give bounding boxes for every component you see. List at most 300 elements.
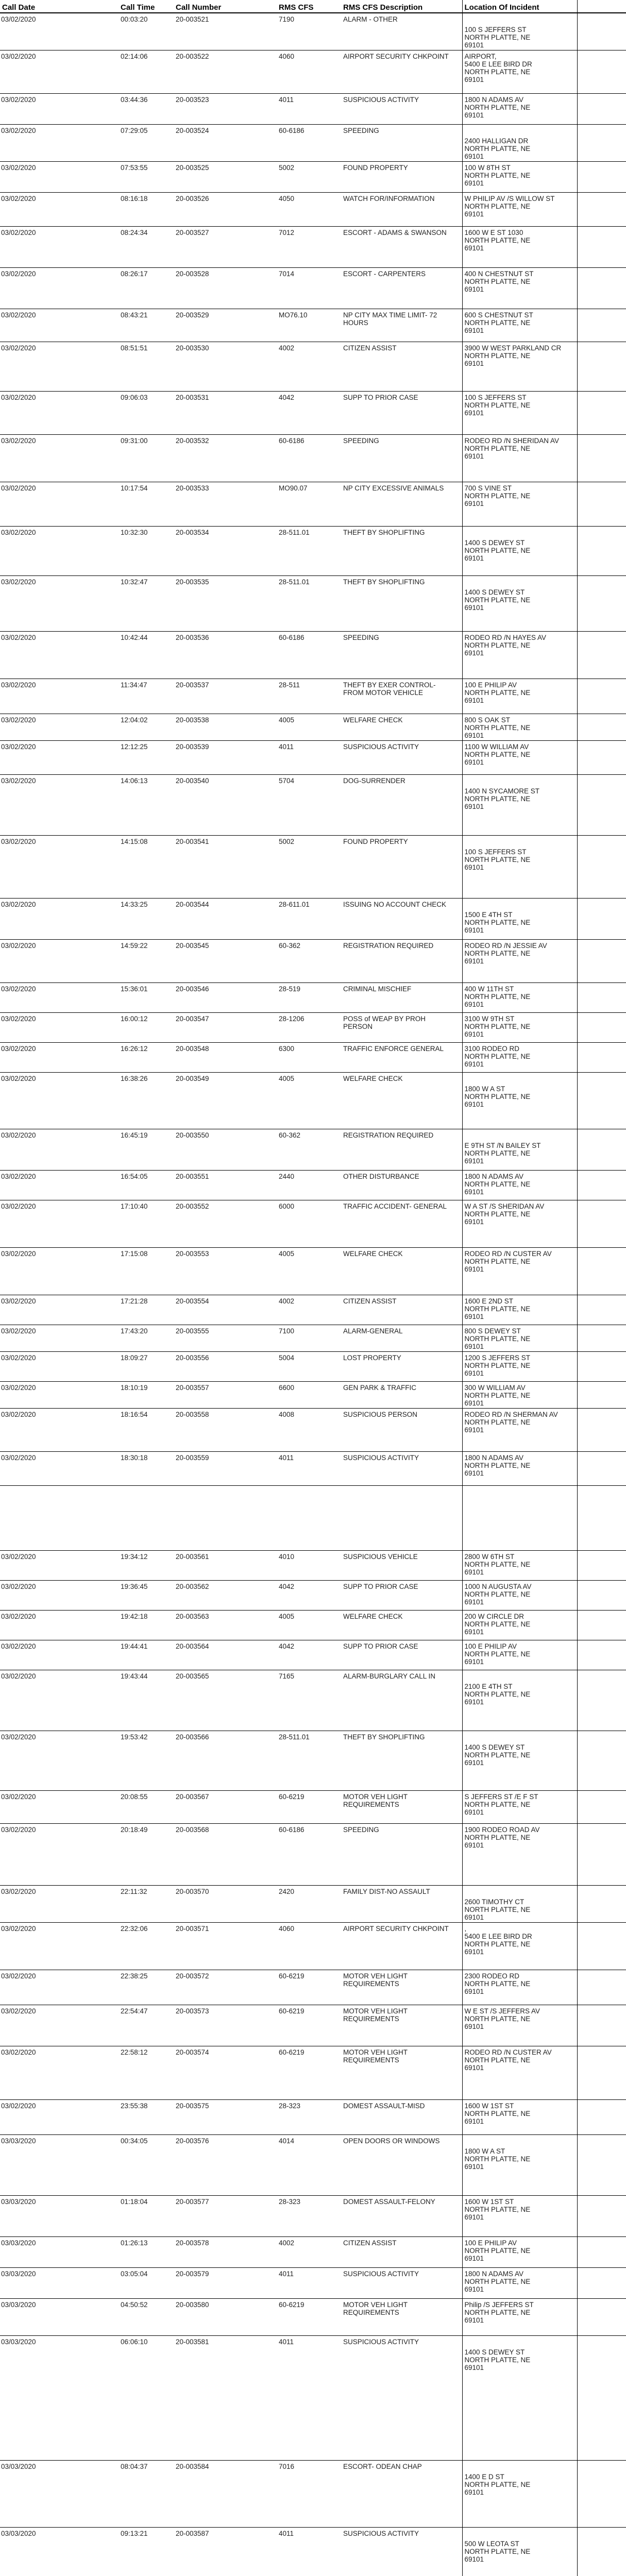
cell-rms-cfs-description: ALARM - OTHER xyxy=(341,13,462,50)
location-text: 2600 TIMOTHY CT NORTH PLATTE, NE 69101 xyxy=(464,1898,531,1921)
cell-rms-cfs-description: TRAFFIC ACCIDENT- GENERAL xyxy=(341,1200,462,1248)
cell-call-time: 08:24:34 xyxy=(119,227,174,268)
cell-rms-cfs-description: ESCORT- ODEAN CHAP xyxy=(341,2461,462,2528)
cell-blank xyxy=(577,2005,626,2046)
cell-rms-cfs-description: LOST PROPERTY xyxy=(341,1352,462,1382)
table-row xyxy=(0,1670,626,1731)
cell-rms-cfs: 4002 xyxy=(277,2237,341,2268)
cell-location xyxy=(462,1791,577,1824)
cell-call-number: 20-003572 xyxy=(174,1970,277,2005)
cell-blank xyxy=(577,2135,626,2196)
cell-call-date: 03/02/2020 xyxy=(0,193,119,227)
location-text: W PHILIP AV /S WILLOW ST NORTH PLATTE, NE 69101 xyxy=(464,195,555,218)
cell-blank xyxy=(577,2461,626,2528)
cell-call-time: 15:36:01 xyxy=(119,983,174,1013)
cell-rms-cfs: 28-1206 xyxy=(277,1013,341,1043)
cell-call-date: 03/02/2020 xyxy=(0,940,119,983)
cell-call-date: 03/02/2020 xyxy=(0,741,119,775)
location-text: 500 W LEOTA ST NORTH PLATTE, NE 69101 xyxy=(464,2540,531,2563)
cell-location xyxy=(462,2299,577,2336)
cell-call-time: 22:32:06 xyxy=(119,1923,174,1970)
cell-call-time: 19:42:18 xyxy=(119,1611,174,1640)
cell-blank xyxy=(577,1670,626,1731)
cell-rms-cfs: 4011 xyxy=(277,2528,341,2576)
cell-blank xyxy=(577,309,626,342)
cell-location xyxy=(462,13,577,50)
cell-location xyxy=(462,2100,577,2135)
cell-call-time: 17:21:28 xyxy=(119,1295,174,1325)
cell-rms-cfs: 4008 xyxy=(277,1409,341,1452)
table-row xyxy=(0,482,626,527)
cell-call-date: 03/02/2020 xyxy=(0,1640,119,1670)
cell-rms-cfs: 4011 xyxy=(277,741,341,775)
cell-call-number: 20-003576 xyxy=(174,2135,277,2196)
cell-call-number: 20-003555 xyxy=(174,1325,277,1352)
cell-call-date: 03/02/2020 xyxy=(0,482,119,527)
table-row xyxy=(0,741,626,775)
cell-rms-cfs-description: MOTOR VEH LIGHT REQUIREMENTS xyxy=(341,2005,462,2046)
cell-rms-cfs-description: REGISTRATION REQUIRED xyxy=(341,1129,462,1171)
cell-location xyxy=(462,1640,577,1670)
cell-call-date: 03/02/2020 xyxy=(0,50,119,94)
cell-blank xyxy=(577,1043,626,1073)
cell-call-time: 22:54:47 xyxy=(119,2005,174,2046)
table-row xyxy=(0,2268,626,2299)
cell-call-time: 20:08:55 xyxy=(119,1791,174,1824)
cell-rms-cfs-description: REGISTRATION REQUIRED xyxy=(341,940,462,983)
location-text: E 9TH ST /N BAILEY ST NORTH PLATTE, NE 69101 xyxy=(464,1142,541,1165)
cell-call-date: 03/03/2020 xyxy=(0,2336,119,2461)
table-row xyxy=(0,1382,626,1409)
cell-call-time: 11:34:47 xyxy=(119,679,174,714)
table-row xyxy=(0,1551,626,1581)
cell-rms-cfs-description: SUPP TO PRIOR CASE xyxy=(341,1581,462,1611)
cell-rms-cfs: 60-6219 xyxy=(277,1970,341,2005)
cell-rms-cfs-description: ALARM-BURGLARY CALL IN xyxy=(341,1670,462,1731)
cell-blank xyxy=(577,2528,626,2576)
cell-call-time: 14:06:13 xyxy=(119,775,174,836)
location-text: 1800 W A ST NORTH PLATTE, NE 69101 xyxy=(464,2147,531,2171)
cell-location xyxy=(462,1043,577,1073)
cell-rms-cfs-description: ESCORT - ADAMS & SWANSON xyxy=(341,227,462,268)
cell-rms-cfs-description: SUSPICIOUS ACTIVITY xyxy=(341,94,462,125)
cell-call-time: 16:26:12 xyxy=(119,1043,174,1073)
cell-rms-cfs-description: FOUND PROPERTY xyxy=(341,162,462,193)
location-text: 1400 S DEWEY ST NORTH PLATTE, NE 69101 xyxy=(464,2348,531,2371)
cell-rms-cfs-description: SPEEDING xyxy=(341,632,462,679)
cell-call-number: 20-003526 xyxy=(174,193,277,227)
cell-call-date: 03/03/2020 xyxy=(0,2268,119,2299)
table-row xyxy=(0,1581,626,1611)
col-header-call-date: Call Date xyxy=(0,0,119,13)
cell-rms-cfs-description: WATCH FOR/INFORMATION xyxy=(341,193,462,227)
cell-location xyxy=(462,1581,577,1611)
cell-call-number: 20-003580 xyxy=(174,2299,277,2336)
cell-location xyxy=(462,2135,577,2196)
cell-rms-cfs-description: AIRPORT SECURITY CHKPOINT xyxy=(341,1923,462,1970)
table-row xyxy=(0,940,626,983)
cell-call-date: 03/02/2020 xyxy=(0,576,119,632)
location-text: 100 S JEFFERS ST NORTH PLATTE, NE 69101 xyxy=(464,26,531,49)
cell-call-number: 20-003556 xyxy=(174,1352,277,1382)
cell-blank xyxy=(577,13,626,50)
cell-location xyxy=(462,1171,577,1200)
cell-rms-cfs: 7014 xyxy=(277,268,341,309)
cell-rms-cfs-description: THEFT BY SHOPLIFTING xyxy=(341,527,462,576)
location-text: 2400 HALLIGAN DR NORTH PLATTE, NE 69101 xyxy=(464,137,531,160)
cell-rms-cfs: 4010 xyxy=(277,1551,341,1581)
location-text: 100 W 8TH ST NORTH PLATTE, NE 69101 xyxy=(464,164,531,187)
cell-rms-cfs-description: CRIMINAL MISCHIEF xyxy=(341,983,462,1013)
cell-call-date: 03/03/2020 xyxy=(0,2299,119,2336)
cell-call-number: 20-003570 xyxy=(174,1886,277,1923)
cell-call-time: 02:14:06 xyxy=(119,50,174,94)
table-row xyxy=(0,13,626,50)
cell-call-date: 03/02/2020 xyxy=(0,1352,119,1382)
cell-call-time: 14:59:22 xyxy=(119,940,174,983)
cell-blank xyxy=(577,1640,626,1670)
cell-call-time: 19:43:44 xyxy=(119,1670,174,1731)
location-text: Philip /S JEFFERS ST NORTH PLATTE, NE 69101 xyxy=(464,2301,534,2324)
cell-rms-cfs-description: DOMEST ASSAULT-MISD xyxy=(341,2100,462,2135)
cell-blank xyxy=(577,632,626,679)
cell-location xyxy=(462,1970,577,2005)
cell-blank xyxy=(577,1013,626,1043)
cell-blank xyxy=(577,1551,626,1581)
cell-call-number: 20-003530 xyxy=(174,342,277,392)
cell-rms-cfs-description: TRAFFIC ENFORCE GENERAL xyxy=(341,1043,462,1073)
cell-call-date: 03/02/2020 xyxy=(0,679,119,714)
location-text: 1800 N ADAMS AV NORTH PLATTE, NE 69101 xyxy=(464,1173,531,1196)
cell-call-time: 04:50:52 xyxy=(119,2299,174,2336)
cell-location xyxy=(462,2336,577,2461)
table-row xyxy=(0,1824,626,1886)
table-row xyxy=(0,227,626,268)
cell-call-number: 20-003524 xyxy=(174,125,277,162)
cell-rms-cfs-description: SUSPICIOUS ACTIVITY xyxy=(341,2268,462,2299)
cell-blank xyxy=(577,1611,626,1640)
cell-location xyxy=(462,1200,577,1248)
cell-call-date: 03/02/2020 xyxy=(0,1731,119,1791)
table-row xyxy=(0,983,626,1013)
cell-rms-cfs-description: CITIZEN ASSIST xyxy=(341,2237,462,2268)
cell-location xyxy=(462,1452,577,1486)
table-row xyxy=(0,576,626,632)
location-text: 1000 N AUGUSTA AV NORTH PLATTE, NE 69101 xyxy=(464,1583,532,1606)
cell-rms-cfs-description: SPEEDING xyxy=(341,435,462,482)
cell-call-time: 10:42:44 xyxy=(119,632,174,679)
table-row xyxy=(0,1043,626,1073)
table-row xyxy=(0,527,626,576)
cell-rms-cfs-description: SUSPICIOUS ACTIVITY xyxy=(341,2528,462,2576)
cell-blank xyxy=(577,162,626,193)
cell-call-time: 09:13:21 xyxy=(119,2528,174,2576)
cell-call-date: 03/02/2020 xyxy=(0,1581,119,1611)
table-row xyxy=(0,94,626,125)
table-row xyxy=(0,2046,626,2100)
col-header-rms-cfs: RMS CFS xyxy=(277,0,341,13)
cell-call-time: 07:53:55 xyxy=(119,162,174,193)
cell-rms-cfs: 4011 xyxy=(277,2268,341,2299)
cell-blank xyxy=(577,2196,626,2237)
cell-location xyxy=(462,193,577,227)
table-row xyxy=(0,193,626,227)
cell-call-number: 20-003529 xyxy=(174,309,277,342)
cell-location xyxy=(462,94,577,125)
location-text: 700 S VINE ST NORTH PLATTE, NE 69101 xyxy=(464,484,531,507)
cell-blank xyxy=(577,1581,626,1611)
cell-rms-cfs: 28-611.01 xyxy=(277,899,341,940)
cell-call-number: 20-003566 xyxy=(174,1731,277,1791)
cell-call-number: 20-003559 xyxy=(174,1452,277,1486)
cell-rms-cfs: 6600 xyxy=(277,1382,341,1409)
cell-call-time: 19:36:45 xyxy=(119,1581,174,1611)
cell-location xyxy=(462,1382,577,1409)
cell-blank xyxy=(577,679,626,714)
cell-call-number: 20-003525 xyxy=(174,162,277,193)
cell-rms-cfs-description: ESCORT - CARPENTERS xyxy=(341,268,462,309)
cell-rms-cfs-description: SUSPICIOUS ACTIVITY xyxy=(341,741,462,775)
cell-rms-cfs: 4005 xyxy=(277,714,341,741)
cell-rms-cfs: 60-6219 xyxy=(277,2299,341,2336)
cell-call-date: 03/02/2020 xyxy=(0,1382,119,1409)
cell-location xyxy=(462,227,577,268)
cell-rms-cfs: 4005 xyxy=(277,1073,341,1129)
cell-location xyxy=(462,1886,577,1923)
cell-blank xyxy=(577,392,626,435)
col-header-blank xyxy=(577,0,626,13)
location-text: 1500 E 4TH ST NORTH PLATTE, NE 69101 xyxy=(464,911,531,934)
cell-blank xyxy=(577,527,626,576)
cell-call-time: 19:44:41 xyxy=(119,1640,174,1670)
cell-rms-cfs: 4042 xyxy=(277,392,341,435)
location-text: RODEO RD /N CUSTER AV NORTH PLATTE, NE 69101 xyxy=(464,2048,552,2072)
cell-blank xyxy=(577,836,626,899)
col-header-rms-cfs-description: RMS CFS Description xyxy=(341,0,462,13)
table-row xyxy=(0,1073,626,1129)
cell-call-time: 08:04:37 xyxy=(119,2461,174,2528)
cell-rms-cfs: 4060 xyxy=(277,1923,341,1970)
table-row xyxy=(0,2461,626,2528)
cell-rms-cfs-description: POSS of WEAP BY PROH PERSON xyxy=(341,1013,462,1043)
cell-call-time: 14:33:25 xyxy=(119,899,174,940)
cell-blank xyxy=(577,741,626,775)
cell-call-number: 20-003563 xyxy=(174,1611,277,1640)
cell-call-date: 03/02/2020 xyxy=(0,714,119,741)
cell-rms-cfs: 28-511.01 xyxy=(277,527,341,576)
cell-location xyxy=(462,1923,577,1970)
cell-call-time: 22:38:25 xyxy=(119,1970,174,2005)
cell-rms-cfs-description: THEFT BY EXER CONTROL- FROM MOTOR VEHICLE xyxy=(341,679,462,714)
cell-call-time: 17:43:20 xyxy=(119,1325,174,1352)
cell-blank xyxy=(577,983,626,1013)
location-text: 300 W WILLIAM AV NORTH PLATTE, NE 69101 xyxy=(464,1384,531,1407)
table-row xyxy=(0,162,626,193)
location-text: 800 S OAK ST NORTH PLATTE, NE 69101 xyxy=(464,716,531,739)
cell-call-number: 20-003537 xyxy=(174,679,277,714)
cell-rms-cfs: 4005 xyxy=(277,1248,341,1295)
cell-rms-cfs-description: DOG-SURRENDER xyxy=(341,775,462,836)
table-row xyxy=(0,1452,626,1486)
cell-rms-cfs-description: WELFARE CHECK xyxy=(341,1073,462,1129)
cell-rms-cfs: 4011 xyxy=(277,1452,341,1486)
cell-call-date: 03/02/2020 xyxy=(0,342,119,392)
cell-blank xyxy=(577,268,626,309)
cell-rms-cfs-description: SPEEDING xyxy=(341,125,462,162)
cell-call-date: 03/02/2020 xyxy=(0,2100,119,2135)
cell-blank xyxy=(577,1923,626,1970)
cell-call-time: 09:31:00 xyxy=(119,435,174,482)
cell-blank xyxy=(577,1970,626,2005)
location-text: 1800 N ADAMS AV NORTH PLATTE, NE 69101 xyxy=(464,2270,531,2293)
cell-rms-cfs: 28-511.01 xyxy=(277,1731,341,1791)
cell-blank xyxy=(577,1171,626,1200)
cell-rms-cfs-description: THEFT BY SHOPLIFTING xyxy=(341,1731,462,1791)
cell-rms-cfs-description: THEFT BY SHOPLIFTING xyxy=(341,576,462,632)
cell-call-number: 20-003533 xyxy=(174,482,277,527)
cell-location xyxy=(462,1129,577,1171)
cell-call-date: 03/02/2020 xyxy=(0,632,119,679)
location-text: 1800 N ADAMS AV NORTH PLATTE, NE 69101 xyxy=(464,1454,531,1477)
cell-location xyxy=(462,679,577,714)
cell-location xyxy=(462,125,577,162)
cell-call-date: 03/02/2020 xyxy=(0,1670,119,1731)
cell-call-number: 20-003562 xyxy=(174,1581,277,1611)
cell-call-number: 20-003557 xyxy=(174,1382,277,1409)
cell-call-number: 20-003538 xyxy=(174,714,277,741)
cell-rms-cfs-description: OPEN DOORS OR WINDOWS xyxy=(341,2135,462,2196)
cell-location xyxy=(462,1551,577,1581)
cell-call-date: 03/02/2020 xyxy=(0,268,119,309)
cell-rms-cfs-description: OTHER DISTURBANCE xyxy=(341,1171,462,1200)
cell-rms-cfs-description: SUPP TO PRIOR CASE xyxy=(341,1640,462,1670)
cell-call-number: 20-003554 xyxy=(174,1295,277,1325)
cell-rms-cfs-description: SUSPICIOUS ACTIVITY xyxy=(341,1452,462,1486)
cell-blank xyxy=(577,1352,626,1382)
cell-call-number: 20-003536 xyxy=(174,632,277,679)
cell-call-number: 20-003545 xyxy=(174,940,277,983)
col-header-location: Location Of Incident xyxy=(462,0,577,13)
cell-call-time: 22:11:32 xyxy=(119,1886,174,1923)
cell-rms-cfs: 7016 xyxy=(277,2461,341,2528)
cell-rms-cfs-description: CITIZEN ASSIST xyxy=(341,1295,462,1325)
table-row xyxy=(0,125,626,162)
table-row xyxy=(0,679,626,714)
cell-location xyxy=(462,392,577,435)
cell-call-number: 20-003541 xyxy=(174,836,277,899)
cell-call-time: 23:55:38 xyxy=(119,2100,174,2135)
cell-call-number: 20-003535 xyxy=(174,576,277,632)
location-text: W A ST /S SHERIDAN AV NORTH PLATTE, NE 69101 xyxy=(464,1202,545,1226)
cell-call-number: 20-003523 xyxy=(174,94,277,125)
location-text: 600 S CHESTNUT ST NORTH PLATTE, NE 69101 xyxy=(464,311,533,334)
table-row xyxy=(0,632,626,679)
cell-call-number: 20-003577 xyxy=(174,2196,277,2237)
cell-call-number: 20-003548 xyxy=(174,1043,277,1073)
cell-location xyxy=(462,632,577,679)
cell-rms-cfs: 28-511.01 xyxy=(277,576,341,632)
cell-call-time: 10:32:47 xyxy=(119,576,174,632)
cell-rms-cfs-description: GEN PARK & TRAFFIC xyxy=(341,1382,462,1409)
cell-call-number: 20-003565 xyxy=(174,1670,277,1731)
cell-rms-cfs: 5004 xyxy=(277,1352,341,1382)
location-text: RODEO RD /N HAYES AV NORTH PLATTE, NE 69101 xyxy=(464,634,547,657)
table-row xyxy=(0,2528,626,2576)
cell-rms-cfs-description: FOUND PROPERTY xyxy=(341,836,462,899)
cell-location xyxy=(462,1073,577,1129)
cell-call-number: 20-003571 xyxy=(174,1923,277,1970)
cell-blank xyxy=(577,1824,626,1886)
cell-blank xyxy=(577,1886,626,1923)
cell-location xyxy=(462,2046,577,2100)
cell-call-number: 20-003573 xyxy=(174,2005,277,2046)
cell-rms-cfs-description: DOMEST ASSAULT-FELONY xyxy=(341,2196,462,2237)
location-text: 1100 W WILLIAM AV NORTH PLATTE, NE 69101 xyxy=(464,743,531,766)
cell-call-date: 03/02/2020 xyxy=(0,309,119,342)
cell-call-number: 20-003521 xyxy=(174,13,277,50)
cell-blank xyxy=(577,193,626,227)
cell-rms-cfs: 4011 xyxy=(277,2336,341,2461)
cell-call-date: 03/02/2020 xyxy=(0,1923,119,1970)
table-row xyxy=(0,1486,626,1551)
cell-blank xyxy=(577,227,626,268)
location-text: 1600 W 1ST ST NORTH PLATTE, NE 69101 xyxy=(464,2198,531,2221)
table-row xyxy=(0,1640,626,1670)
header-row xyxy=(0,0,626,13)
cell-blank xyxy=(577,1409,626,1452)
cell-blank xyxy=(577,2268,626,2299)
table-body xyxy=(0,13,626,2576)
cell-call-number: 20-003552 xyxy=(174,1200,277,1248)
table-row xyxy=(0,1171,626,1200)
cell-call-time: 00:03:20 xyxy=(119,13,174,50)
cell-location xyxy=(462,527,577,576)
location-text: 2100 E 4TH ST NORTH PLATTE, NE 69101 xyxy=(464,1683,531,1706)
table-row xyxy=(0,342,626,392)
cell-call-date: 03/03/2020 xyxy=(0,2196,119,2237)
cell-call-date: 03/02/2020 xyxy=(0,899,119,940)
cell-call-number: 20-003544 xyxy=(174,899,277,940)
cell-blank xyxy=(577,50,626,94)
cell-location xyxy=(462,1248,577,1295)
cell-location xyxy=(462,2237,577,2268)
location-text: S JEFFERS ST /E F ST NORTH PLATTE, NE 69101 xyxy=(464,1793,538,1816)
cell-location xyxy=(462,1409,577,1452)
cell-rms-cfs: 4042 xyxy=(277,1581,341,1611)
cell-rms-cfs: 60-362 xyxy=(277,1129,341,1171)
cell-call-time: 08:51:51 xyxy=(119,342,174,392)
location-text: 100 E PHILIP AV NORTH PLATTE, NE 69101 xyxy=(464,2239,531,2262)
cell-call-time: 16:38:26 xyxy=(119,1073,174,1129)
cell-call-number: 20-003528 xyxy=(174,268,277,309)
cell-rms-cfs-description xyxy=(341,1486,462,1551)
table-row xyxy=(0,714,626,741)
cell-call-date: 03/02/2020 xyxy=(0,392,119,435)
cell-call-time: 08:26:17 xyxy=(119,268,174,309)
location-text: RODEO RD /N SHERIDAN AV NORTH PLATTE, NE 69101 xyxy=(464,437,560,460)
table-row xyxy=(0,1013,626,1043)
cell-rms-cfs: 2420 xyxy=(277,1886,341,1923)
cell-call-number: 20-003522 xyxy=(174,50,277,94)
cell-call-time: 06:06:10 xyxy=(119,2336,174,2461)
cell-blank xyxy=(577,576,626,632)
cell-call-number: 20-003534 xyxy=(174,527,277,576)
cell-rms-cfs: 4005 xyxy=(277,1611,341,1640)
table-row xyxy=(0,1325,626,1352)
cell-call-date: 03/02/2020 xyxy=(0,94,119,125)
cell-rms-cfs-description: MOTOR VEH LIGHT REQUIREMENTS xyxy=(341,1791,462,1824)
cell-blank xyxy=(577,2237,626,2268)
